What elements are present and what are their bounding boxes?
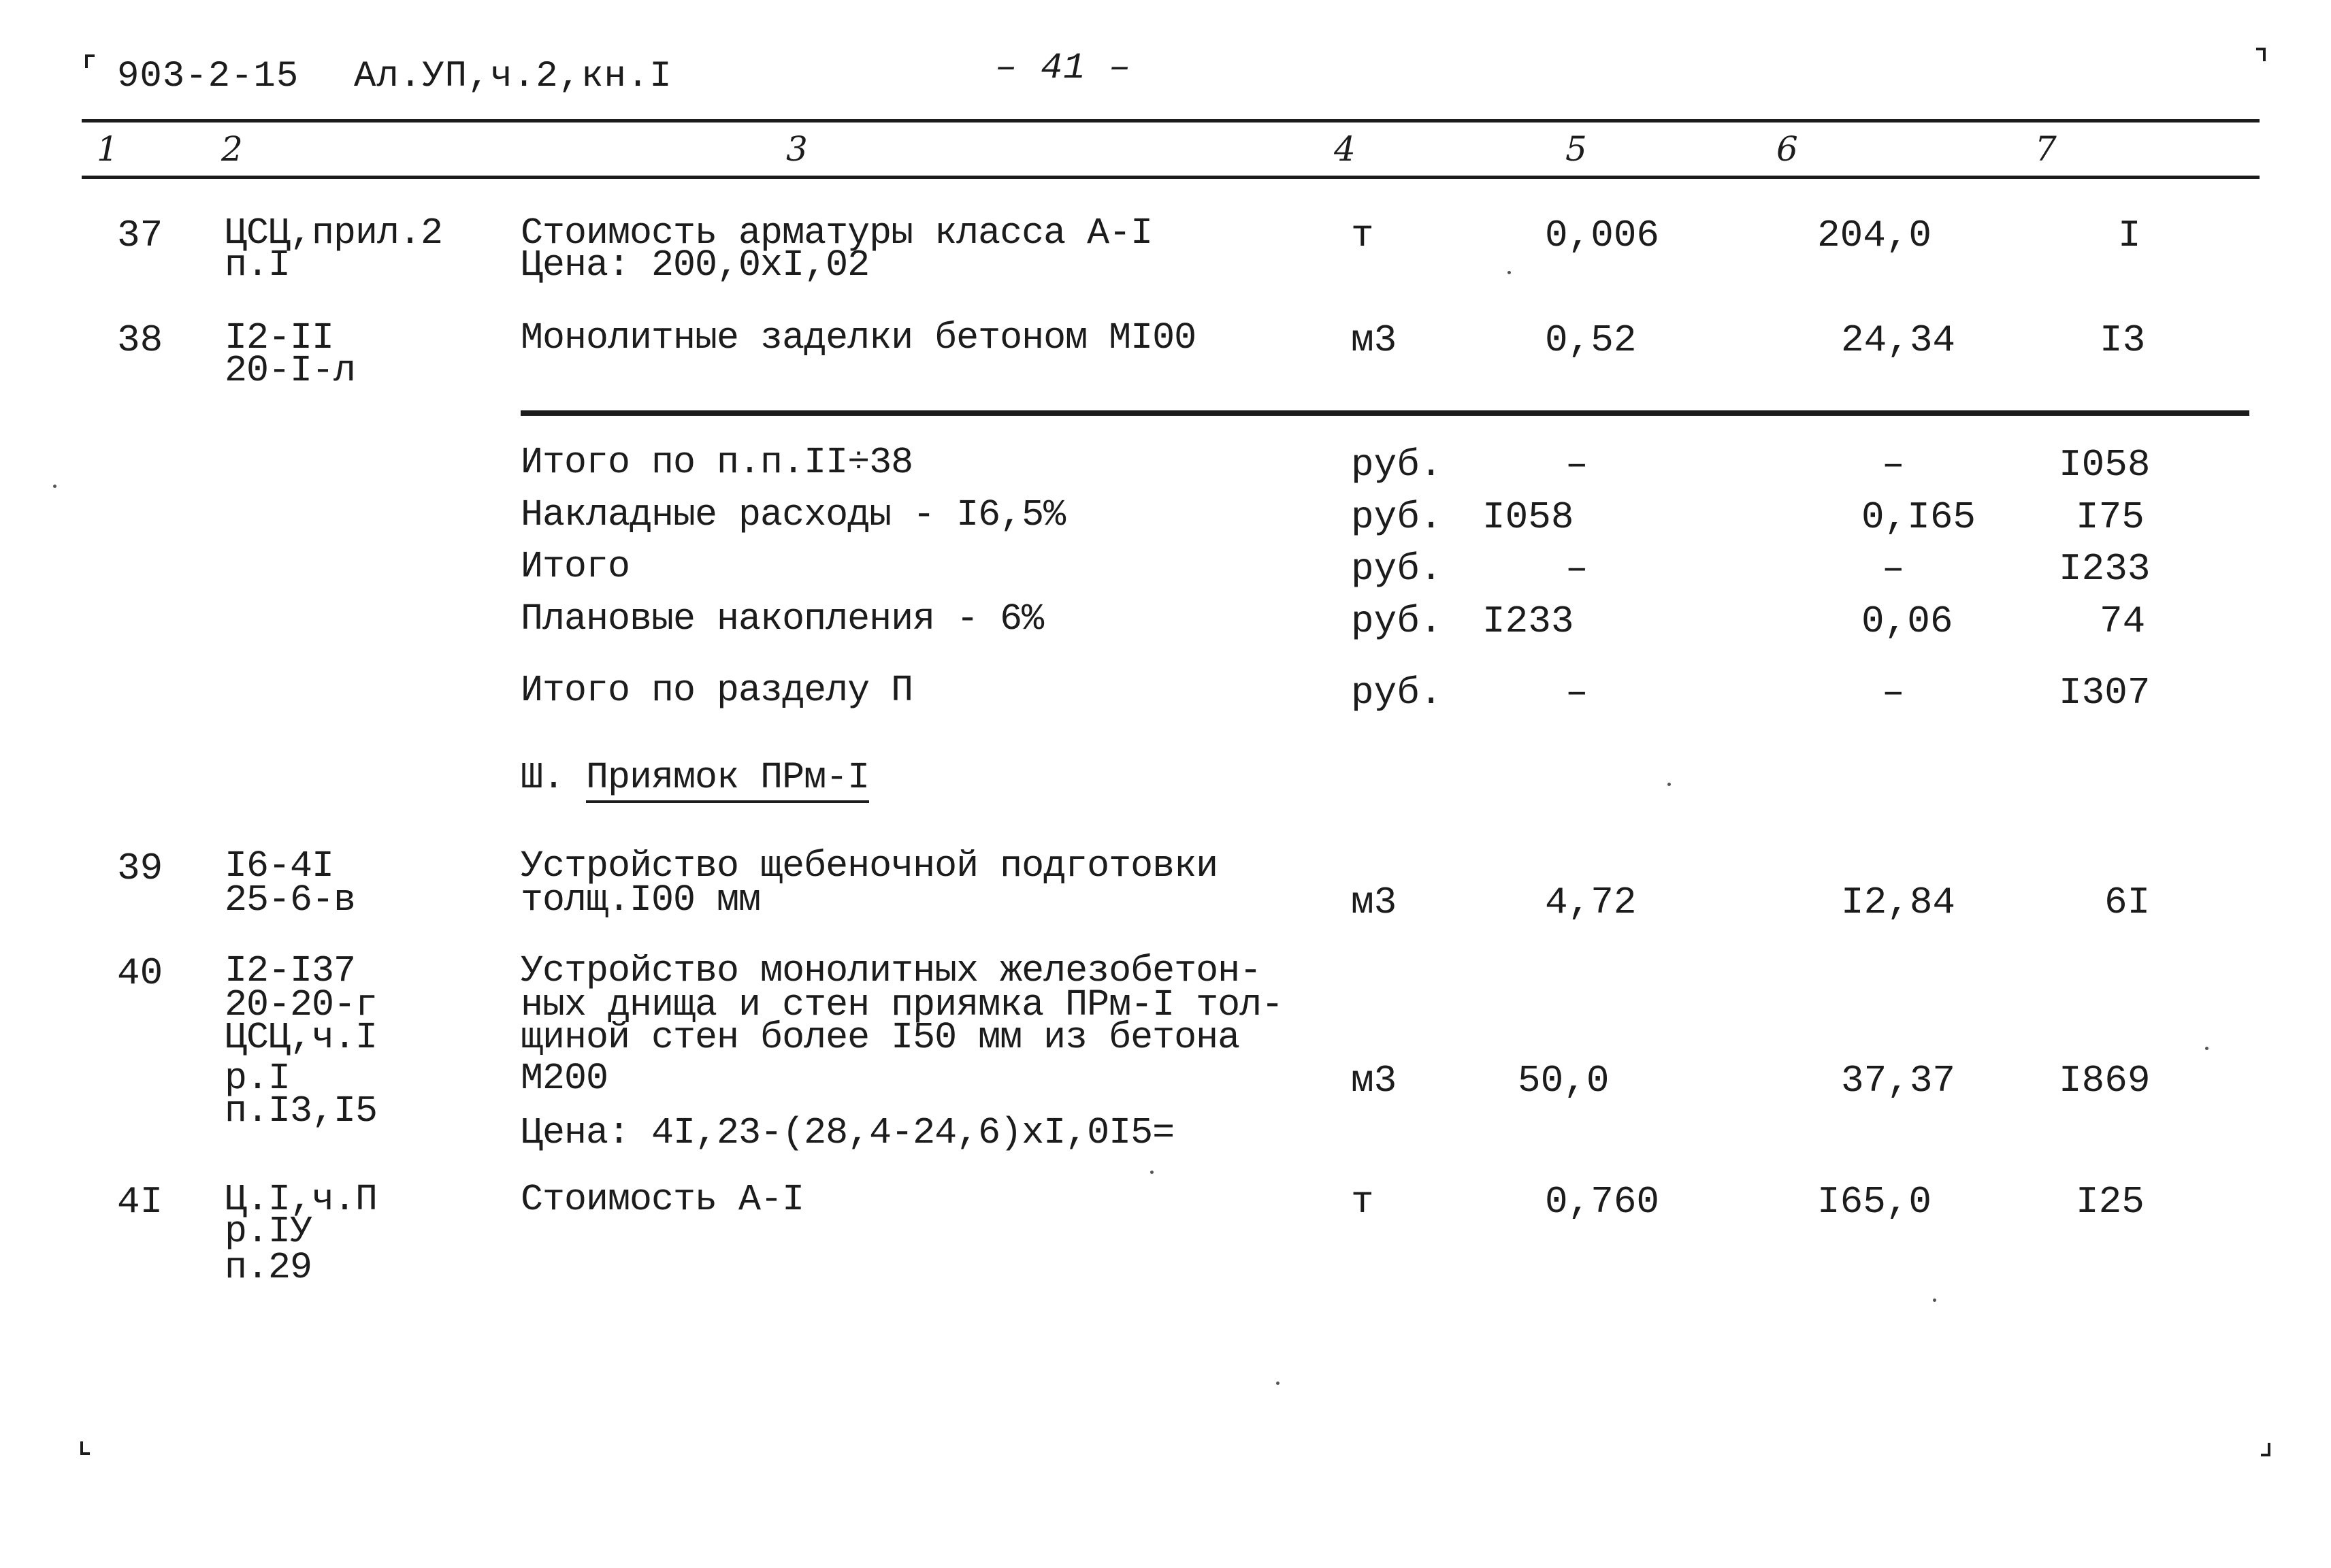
row-number: 37 <box>117 214 163 257</box>
work-description: Устройство монолитных железобетон- <box>521 949 1262 992</box>
work-description: ных днища и стен приямка ПРм-I тол- <box>521 983 1284 1026</box>
summary-unit: руб. <box>1351 495 1443 539</box>
quantity: 50,0 <box>1518 1059 1610 1102</box>
header-rule-top <box>82 119 2260 122</box>
summary-label: Итого по п.п.II÷38 <box>521 441 913 484</box>
norm-code: р.I <box>225 1057 291 1100</box>
quantity: 0,760 <box>1545 1180 1660 1224</box>
summary-unit: руб. <box>1351 600 1443 643</box>
column-number: 4 <box>1334 129 1356 169</box>
unit-price: 37,37 <box>1841 1059 1956 1102</box>
summary-label: Итого по разделу П <box>521 669 913 712</box>
summary-qty: I233 <box>1482 600 1574 643</box>
work-description: М200 <box>521 1057 608 1100</box>
summary-total: 74 <box>2100 600 2146 643</box>
corner-mark <box>2256 48 2266 61</box>
scan-speck <box>1150 1171 1154 1174</box>
norm-code: п.I <box>225 244 291 287</box>
norm-code: I6-4I <box>225 845 334 887</box>
unit-price: 204,0 <box>1817 214 1932 257</box>
album-reference: Ал.УП,ч.2,кн.I <box>354 56 672 97</box>
total-cost: I25 <box>2076 1180 2145 1224</box>
summary-label: Плановые накопления - 6% <box>521 598 1044 640</box>
unit: м3 <box>1351 881 1397 924</box>
column-number: 2 <box>221 129 243 169</box>
norm-code: 25-6-в <box>225 879 356 921</box>
summary-unit: руб. <box>1351 547 1443 591</box>
scan-speck <box>1507 271 1511 274</box>
quantity: 4,72 <box>1545 881 1637 924</box>
column-number: 7 <box>2035 129 2057 169</box>
unit-price: I2,84 <box>1841 881 1956 924</box>
norm-code: I2-II <box>225 316 334 359</box>
summary-label: Итого <box>521 545 630 588</box>
summary-unit: руб. <box>1351 443 1443 487</box>
summary-qty: – <box>1565 671 1588 715</box>
subtotal-rule <box>521 410 2249 416</box>
unit: т <box>1351 214 1374 257</box>
summary-qty: I058 <box>1482 495 1574 539</box>
norm-code: п.I3,I5 <box>225 1090 378 1132</box>
norm-code: Ц.I,ч.П <box>225 1178 378 1221</box>
norm-code: п.29 <box>225 1246 312 1289</box>
section-title: Приямок ПРм-I <box>586 756 869 803</box>
row-number: 39 <box>117 847 163 890</box>
column-number: 6 <box>1776 129 1798 169</box>
row-number: 40 <box>117 951 163 995</box>
total-cost: I869 <box>2059 1059 2151 1102</box>
norm-code: ЦСЦ,ч.I <box>225 1016 378 1059</box>
summary-total: I058 <box>2059 443 2151 487</box>
doc-code: 903-2-15 <box>117 56 299 97</box>
summary-price: 0,I65 <box>1861 495 1976 539</box>
total-cost: I <box>2118 214 2141 257</box>
summary-price: 0,06 <box>1861 600 1953 643</box>
work-description: Монолитные заделки бетоном МI00 <box>521 316 1196 359</box>
unit: м3 <box>1351 1059 1397 1102</box>
norm-code: 20-20-г <box>225 983 378 1026</box>
summary-label: Накладные расходы - I6,5% <box>521 493 1066 536</box>
scan-speck <box>2205 1047 2208 1050</box>
column-number: 5 <box>1565 129 1587 169</box>
section-numeral: Ш. <box>521 756 565 799</box>
scan-speck <box>1667 783 1671 786</box>
scan-speck <box>53 485 56 488</box>
unit: м3 <box>1351 318 1397 362</box>
quantity: 0,52 <box>1545 318 1637 362</box>
scan-speck <box>1933 1298 1936 1302</box>
corner-mark <box>80 1441 90 1455</box>
unit-price: 24,34 <box>1841 318 1956 362</box>
page-number: – 41 – <box>995 48 1132 89</box>
scan-speck <box>1276 1382 1279 1385</box>
summary-price: – <box>1882 671 1905 715</box>
summary-unit: руб. <box>1351 671 1443 715</box>
summary-price: – <box>1882 443 1905 487</box>
summary-qty: – <box>1565 443 1588 487</box>
norm-code: 20-I-л <box>225 349 356 392</box>
work-description: щиной стен более I50 мм из бетона <box>521 1016 1240 1059</box>
work-description: Цена: 200,0хI,02 <box>521 244 870 287</box>
total-cost: 6I <box>2104 881 2151 924</box>
norm-code: р.IУ <box>225 1210 312 1253</box>
summary-price: – <box>1882 547 1905 591</box>
summary-total: I75 <box>2076 495 2145 539</box>
summary-total: I307 <box>2059 671 2151 715</box>
corner-mark <box>85 54 95 68</box>
unit: т <box>1351 1180 1374 1224</box>
quantity: 0,006 <box>1545 214 1660 257</box>
work-description: Стоимость А-I <box>521 1178 804 1221</box>
header-rule-bottom <box>82 176 2260 179</box>
work-description: толщ.I00 мм <box>521 879 761 921</box>
column-number: 3 <box>786 129 808 169</box>
column-number: 1 <box>97 129 118 169</box>
row-number: 38 <box>117 318 163 362</box>
summary-total: I233 <box>2059 547 2151 591</box>
work-description: Устройство щебеночной подготовки <box>521 845 1218 887</box>
price-note: Цена: 4I,23-(28,4-24,6)хI,0I5= <box>521 1111 1175 1154</box>
summary-qty: – <box>1565 547 1588 591</box>
row-number: 4I <box>117 1180 163 1224</box>
section-heading <box>521 756 870 799</box>
work-description: Стоимость арматуры класса А-I <box>521 212 1153 255</box>
corner-mark <box>2261 1443 2270 1456</box>
unit-price: I65,0 <box>1817 1180 1932 1224</box>
norm-code: I2-I37 <box>225 949 356 992</box>
total-cost: I3 <box>2100 318 2146 362</box>
norm-code: ЦСЦ,прил.2 <box>225 212 443 255</box>
